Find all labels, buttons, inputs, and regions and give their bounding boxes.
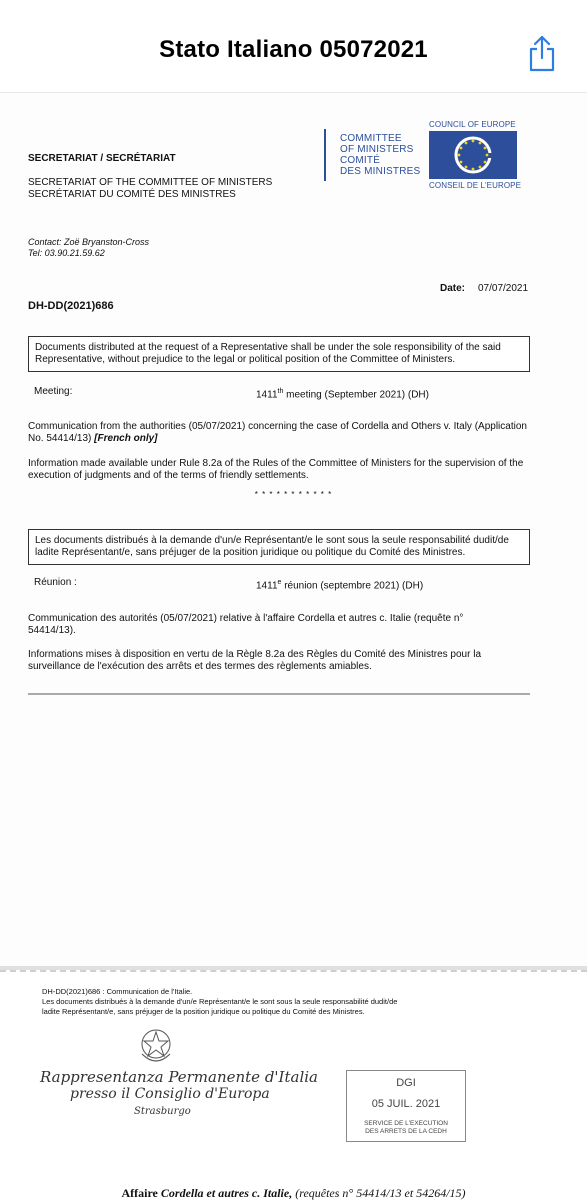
letterhead-line-3: Strasburgo bbox=[134, 1106, 191, 1117]
letterhead-line-2: presso il Consiglio d'Europa bbox=[70, 1086, 270, 1102]
secretariat-heading: SECRETARIAT / SECRÉTARIAT bbox=[28, 153, 176, 164]
affaire-title: Affaire Cordella et autres c. Italie, (requêtes n° 54414/13 et 54264/15) bbox=[121, 1186, 466, 1200]
received-stamp bbox=[346, 1070, 466, 1142]
coe-logo-caption-en: COUNCIL OF EUROPE bbox=[429, 120, 516, 129]
disclaimer-text-en: Documents distributed at the request of a Representative shall be under the sole responsibility of the said Representative, without prejudice to the legal or political position of the Committee of Ministers. bbox=[35, 342, 501, 365]
disclaimer-box-en bbox=[28, 336, 530, 372]
page2-header: DH-DD(2021)686 : Communication de l'Italie. Les documents distribués à la demande d'un/e Représentant/e le sont sous la seule responsabilité dudit/de ladite Représentant/e, sans préjuger de la position juridique ou politique du Comité des Ministres. bbox=[42, 987, 398, 1016]
stamp-service: SERVICE DE L'EXECUTION DES ARRETS DE LA CEDH bbox=[364, 1120, 448, 1135]
stamp-dgi: DGI bbox=[396, 1077, 416, 1089]
meeting-label-fr: Réunion : bbox=[34, 577, 77, 588]
disclaimer-box-fr bbox=[28, 529, 530, 565]
italian-emblem-icon bbox=[136, 1024, 176, 1068]
committee-of-ministers-label: COMMITTEE OF MINISTERS COMITÉ DES MINISTRES bbox=[340, 133, 421, 177]
letterhead-line-1: Rappresentanza Permanente d'Italia bbox=[40, 1068, 318, 1086]
info-text-en: Information made available under Rule 8.2a of the Rules of the Committee of Ministers for the supervision of the execution of judgments and of the terms of friendly settlements. bbox=[28, 458, 524, 481]
meeting-value-fr: 1411e réunion (septembre 2021) (DH) bbox=[256, 579, 424, 592]
disclaimer-text-fr: Les documents distribués à la demande d'un/e Représentant/e le sont sous la seule responsabilité dudit/de ladite Représentant/e, sans préjuger de la position juridique ou politique du Comité des Ministres. bbox=[35, 535, 509, 558]
date-value: 07/07/2021 bbox=[478, 283, 529, 294]
secretariat-en: SECRETARIAT OF THE COMMITTEE OF MINISTERS bbox=[28, 177, 273, 188]
council-of-europe-logo bbox=[429, 131, 517, 179]
footer-rule bbox=[28, 693, 530, 695]
document-reference: DH-DD(2021)686 bbox=[28, 300, 114, 312]
document-page-1 bbox=[0, 92, 587, 967]
info-text-fr: Informations mises à disposition en vertu de la Règle 8.2a des Règles du Comité des Ministres pour la surveillance de l'exécution des arrêts et des termes des règlements amiables. bbox=[28, 649, 482, 672]
section-separator: * * * * * * * * * * * bbox=[254, 490, 333, 499]
meeting-value-en: 1411th meeting (September 2021) (DH) bbox=[256, 388, 429, 401]
coe-logo-caption-fr: CONSEIL DE L'EUROPE bbox=[429, 181, 522, 190]
meeting-label-en: Meeting: bbox=[34, 386, 73, 397]
top-bar bbox=[0, 0, 587, 92]
date-label: Date: bbox=[440, 283, 466, 294]
contact-tel: Tel: 03.90.21.59.62 bbox=[28, 248, 105, 258]
share-icon bbox=[525, 34, 559, 74]
contact-name: Contact: Zoë Bryanston-Cross bbox=[28, 237, 150, 247]
secretariat-fr: SECRÉTARIAT DU COMITÉ DES MINISTRES bbox=[28, 189, 236, 200]
communication-en: Communication from the authorities (05/07/2021) concerning the case of Cordella and Others v. Italy (Application No. 54414/13) [French only] bbox=[28, 421, 527, 444]
communication-fr: Communication des autorités (05/07/2021) relative à l'affaire Cordella et autres c. Italie (requête n° 54414/13). bbox=[28, 613, 464, 636]
document-title: Stato Italiano 05072021 bbox=[159, 36, 428, 63]
stamp-date: 05 JUIL. 2021 bbox=[371, 1098, 441, 1110]
document-page-2 bbox=[0, 970, 587, 1202]
coe-divider-line bbox=[324, 129, 326, 181]
share-button[interactable] bbox=[525, 34, 559, 74]
